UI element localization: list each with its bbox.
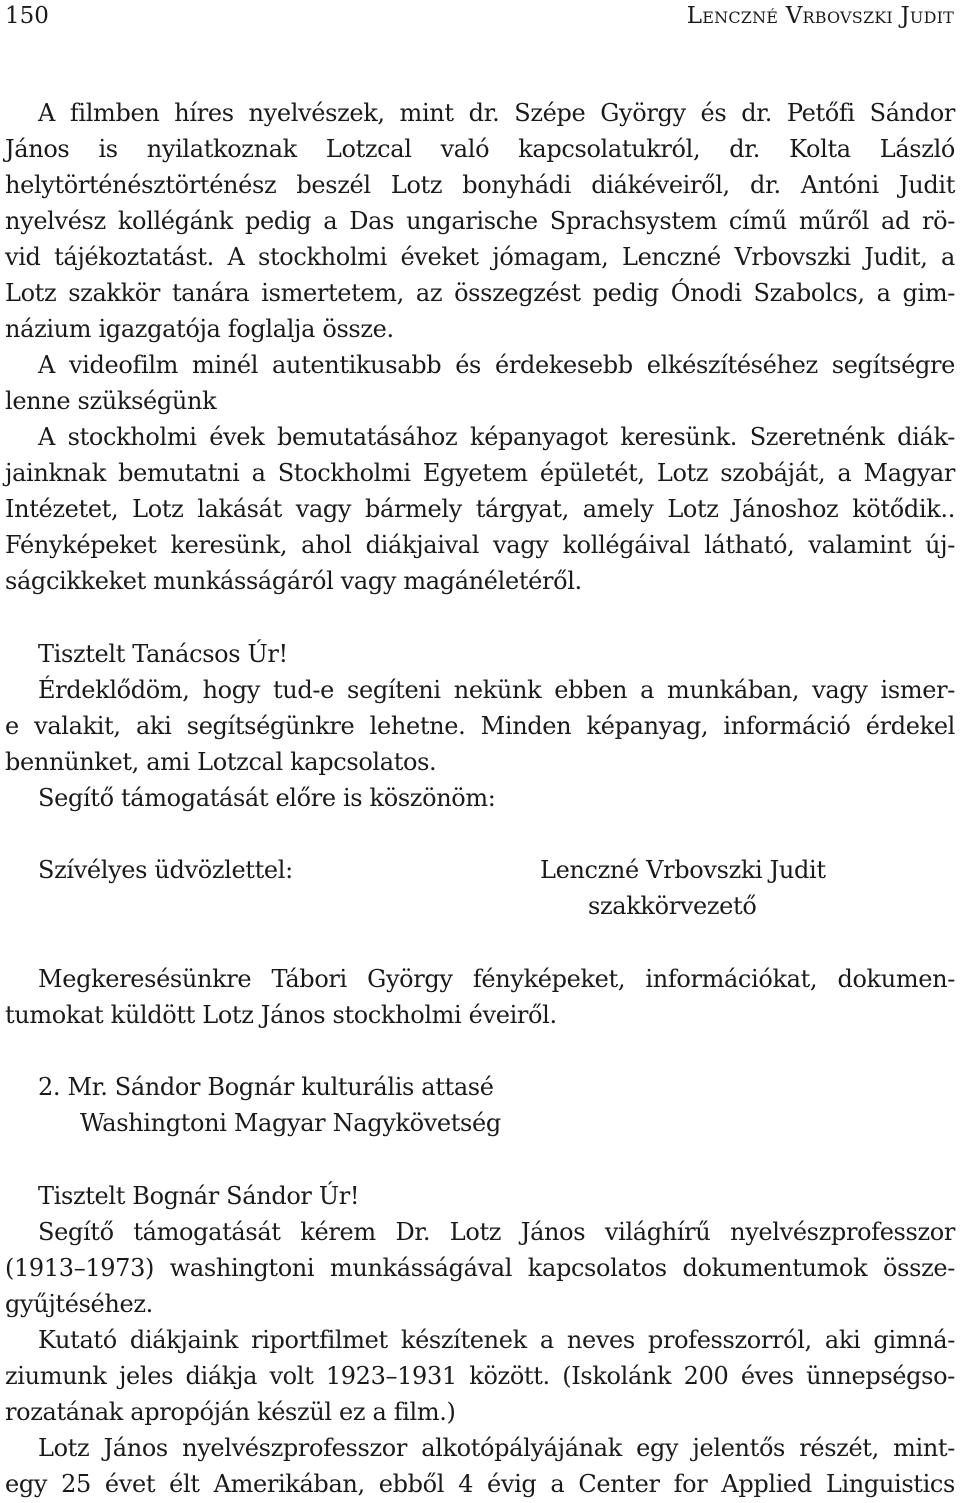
text-line: ziumunk jeles diákja volt 1923–1931 között. (Iskolánk 200 éves ünnepségso- bbox=[5, 1362, 955, 1390]
page-number: 150 bbox=[5, 3, 49, 29]
text-line: Lotz János nyelvészprofesszor alkotópályájának egy jelentős részét, mint- bbox=[38, 1434, 955, 1462]
text-line: lenne szükségünk bbox=[5, 387, 217, 415]
text-line: ságcikkeket munkásságáról vagy magánéletéről. bbox=[5, 567, 582, 595]
text-line: nyelvész kollégánk pedig a Das ungarische Sprachsystem című műről ad rö- bbox=[5, 207, 955, 235]
text-line: Segítő támogatását előre is köszönöm: bbox=[38, 784, 496, 812]
text-line: A filmben híres nyelvészek, mint dr. Szépe György és dr. Petőfi Sándor bbox=[38, 99, 955, 127]
text-line: A videofilm minél autentikusabb és érdekesebb elkészítéséhez segítségre bbox=[38, 351, 955, 379]
text-line: rozatának apropóján készül ez a film.) bbox=[5, 1398, 456, 1426]
text-line: jainknak bemutatni a Stockholmi Egyetem épületét, Lotz szobáját, a Magyar bbox=[5, 459, 955, 487]
text-line: János is nyilatkoznak Lotzcal való kapcsolatukról, dr. Kolta László bbox=[5, 135, 955, 163]
addressee-line: 2. Mr. Sándor Bognár kulturális attasé bbox=[38, 1073, 494, 1101]
text-line: tumokat küldött Lotz János stockholmi éveiről. bbox=[5, 1001, 557, 1029]
text-line: gyűjtéséhez. bbox=[5, 1290, 153, 1318]
text-line: Fényképeket keresünk, ahol diákjaival vagy kollégáival látható, valamint új- bbox=[5, 531, 955, 559]
running-head: Lenczné Vrbovszki Judit bbox=[686, 3, 954, 29]
text-line: názium igazgatója foglalja össze. bbox=[5, 315, 394, 343]
signature-name: Lenczné Vrbovszki Judit bbox=[540, 856, 826, 884]
addressee-line: Washingtoni Magyar Nagykövetség bbox=[80, 1109, 501, 1137]
text-line: e valakit, aki segítségünkre lehetne. Minden képanyag, információ érdekel bbox=[5, 712, 955, 740]
text-line: Segítő támogatását kérem Dr. Lotz János világhírű nyelvészprofesszor bbox=[38, 1218, 955, 1246]
text-line: vid tájékoztatást. A stockholmi éveket jómagam, Lenczné Vrbovszki Judit, a bbox=[5, 243, 955, 271]
text-line: Érdeklődöm, hogy tud-e segíteni nekünk ebben a munkában, vagy ismer- bbox=[38, 676, 955, 704]
text-line: A stockholmi évek bemutatásához képanyagot keresünk. Szeretnénk diák- bbox=[38, 423, 955, 451]
closing-text: Szívélyes üdvözlettel: bbox=[38, 856, 293, 884]
text-line: Lotz szakkör tanára ismertetem, az összegzést pedig Ónodi Szabolcs, a gim- bbox=[5, 279, 955, 307]
text-line: Intézetet, Lotz lakását vagy bármely tárgyat, amely Lotz Jánoshoz kötődik.. bbox=[5, 495, 955, 523]
text-line: helytörténésztörténész beszél Lotz bonyhádi diákéveiről, dr. Antóni Judit bbox=[5, 171, 955, 199]
text-line: Megkeresésünkre Tábori György fényképeket, információkat, dokumen- bbox=[38, 965, 955, 993]
salutation: Tisztelt Bognár Sándor Úr! bbox=[38, 1182, 360, 1210]
text-line: bennünket, ami Lotzcal kapcsolatos. bbox=[5, 748, 437, 776]
text-line: egy 25 évet élt Amerikában, ebből 4 évig a Center for Applied Linguistics bbox=[5, 1470, 955, 1498]
text-line: Kutató diákjaink riportfilmet készítenek a neves professzorról, aki gimná- bbox=[38, 1326, 955, 1354]
signature-role: szakkörvezető bbox=[588, 892, 757, 920]
salutation: Tisztelt Tanácsos Úr! bbox=[38, 640, 288, 668]
text-line: (1913–1973) washingtoni munkásságával kapcsolatos dokumentumok össze- bbox=[5, 1254, 955, 1282]
